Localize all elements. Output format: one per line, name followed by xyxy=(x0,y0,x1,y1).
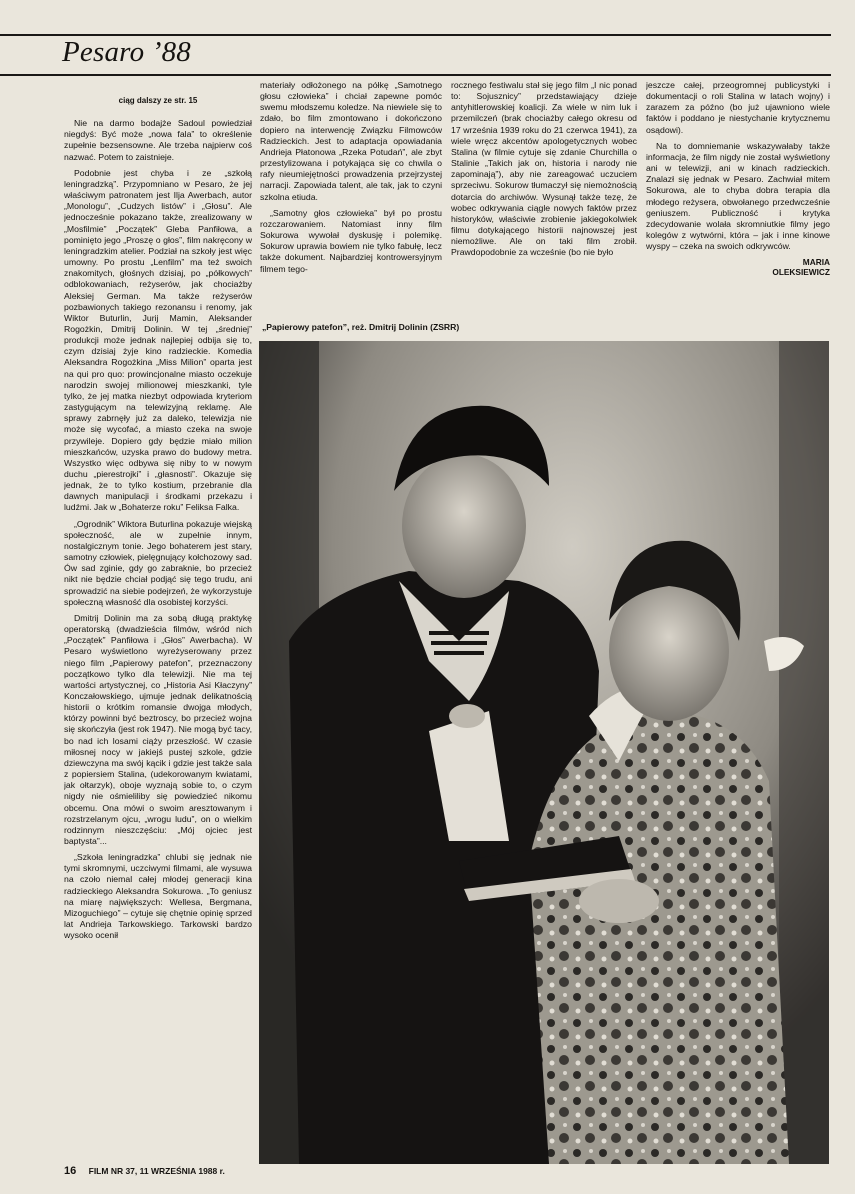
article-column-2 xyxy=(260,80,442,312)
paragraph: jeszcze całej, przeogromnej publicystyki i dokumentacji o roli Stalina w latach wojny) i zarazem za późno (bo już ujawniono wiele faktów i poddano je niestychanie krytycznemu osądowi). xyxy=(646,80,830,135)
paragraph: Nie na darmo bodajże Sadoul powiedział niegdyś: Być może „nowa fala” to określenie zupełnie bezsensowne. Ale trzeba najpierw coś nazwać. Potem to zaistnieje. xyxy=(64,118,252,162)
paragraph: „Ogrodnik” Wiktora Buturlina pokazuje wiejską społeczność, ale w zupełnie innym, nostalgicznym tonie. Jego bohaterem jest stary, samotny człowiek, pielęgnujący kołchozowy sad. Ów sad zginie, gdy go zabraknie, bo przecież nikt nie będzie chciał podjąć się tego trudu, ani sprowadzić na siebie podejrzeń, że wykorzystuje społeczną własność dla osobistej korzyści. xyxy=(64,518,252,607)
paragraph: Na to domniemanie wskazywałaby także informacja, że film nigdy nie został wyświetlony ani w telewizji, ani w kinach radzieckich. Znalazł się jednak w Pesaro. Zachwiał mitem Sokurowa, ale to chyba dobra terapia dla młodego reżysera, obwołanego przedwcześnie geniuszem. Publiczność i krytyka zdecydowanie wolała skromniutkie filmy jego kolegów z wytwórni, która – jak i inne kinowe wyspy – czeka na swoich odkrywców. xyxy=(646,140,830,252)
paragraph: „Szkoła leningradzka” chlubi się jednak nie tymi skromnymi, uczciwymi filmami, ale wysuwa na czoło niemal całej młodej generacji kina radzieckiego Aleksandra Sokurowa. „To geniusz na miarę największych: Wellesa, Bergmana, Mizoguchiego” – cytuje się chętnie opinię sprzed lat Andrieja Tarkowskiego. Tarkowski bardzo wysoko ocenił xyxy=(64,852,252,941)
author-signature xyxy=(646,257,830,277)
photo-caption: „Papierowy patefon”, reż. Dmitrij Dolinin (ZSRR) xyxy=(262,322,460,332)
article-column-3 xyxy=(451,80,637,312)
article-column-1 xyxy=(64,95,252,1155)
author-last-name: OLEKSIEWICZ xyxy=(772,267,830,278)
article-column-4 xyxy=(646,80,830,318)
continuation-kicker: ciąg dalszy ze str. 15 xyxy=(118,96,198,105)
paragraph: materiały odłożonego na półkę „Samotnego głosu człowieka” i chciał zapewne pomóc swemu młodszemu koledze. Na niewiele się to zdało, bo film zmontowano i dokończono dopiero na interwencję Związku Filmowców Radzieckich. Jest to adaptacja opowiadania Andrieja Płatonowa „Rzeka Potudań”, ale zbyt przestylizowana i potykająca się co chwila o rafy nieumiejętności prowadzenia przejrzystej narracji. Zapowiada talent, ale tak, jak to czyni szkolna etiuda. xyxy=(260,80,442,202)
film-still-photo xyxy=(259,341,829,1164)
page-footer xyxy=(64,1165,225,1177)
paragraph: Dmitrij Dolinin ma za sobą długą praktykę operatorską (dwadzieścia filmów, wśród nich „Początek” Panfiłowa i „Głos” Awerbacha). W Pesaro wyświetlono wyreżyserowany przez niego film „Papierowy patefon”, przeznaczony początkowo tylko dla telewizji. Nie ma tej wartości artystycznej, co „Historia Asi Kłaczyny” Konczałowskiego, ujmuje jednak delikatnością historii o krótkim romansie dwojga młodych, którzy powinni być beztroscy, bo przecież wojna się skończyła (jest rok 1947). Nie mogą być tacy, bo nad ich losami ciąży przeszłość. W czasie miłosnej nocy w jakiejś pustej szkole, gdzie dziewczyna ma swój kącik i gdzie jest także sala z popiersiem Stalina, (udekorowanym kwiatami, jak ołtarzyk), oboje wyznają sobie to, o czym nigdy nie ośmieliliby się powiedzieć nikomu obcemu. Ona mówi o swoim aresztowanym i rozstrzelanym ojcu, „wrogu ludu”, on o wielkim rodzinnym nieszczęściu: „Mój ojciec jest baptysta”... xyxy=(64,612,252,846)
issue-info: FILM NR 37, 11 WRZEŚNIA 1988 r. xyxy=(88,1166,225,1176)
paragraph: rocznego festiwalu stał się jego film „I nic ponad to: Sojusznicy” przedstawiający dzieje antyhitlerowskiej koalicji. Za wiele w nim luk i przemilczeń (brak chociażby całego okresu od 17 września 1939 roku do 21 czerwca 1941), za wiele wręcz akcentów apologetycznych wobec Stalina (w filmie cytuje się zdanie Churchilla o Stalinie „Takich jak on, historia i narody nie zapominają”), aby nie zareagować uczuciem sprzeciwu. Sokurow tłumaczył się niemożnością dotarcia do archiwów. Wysunął także tezę, że wobec odkrywania ciągle nowych faktów przez historyków, właściwie zrobienie jakiegokolwiek filmu dotykającego historii najnowszej jest niemożliwe. Ale on taki film zrobił. Prawdopodobnie za wcześnie (bo nie było xyxy=(451,80,637,258)
author-first-name: MARIA xyxy=(802,257,830,268)
page-title: Pesaro ’88 xyxy=(62,36,191,68)
header-rule-bottom xyxy=(0,74,831,76)
paragraph: Podobnie jest chyba i ze „szkołą leningradzką”. Przypomniano w Pesaro, że jej właściwym patronatem jest Ilja Awerbach, autor „Monologu”, „Cudzych listów” i „Głosu”. Ale jednocześnie pokazano także, zrealizowany w „Mosfilmie” „Początek” Gleba Panfiłowa, a pominięto jego „Proszę o głos”, film nakręcony w leningradzkim atelier. Podział na szkoły jest więc umowny. Po prostu „Lenfilm” ma też swoich znakomitych, głośnych dzisiaj, po „półkowych” odblokowaniach, reżyserów, jak chociażby Aleksiej German. Ma także reżyserów pozbawionych takiego rezonansu i renomy, jak Wiktor Buturlin, Jurij Mamin, Aleksander Rogożkin, Dmitrij Dolinin. W tej „średniej” produkcji może jednak najlepiej odbija się to, czym dzisiaj żyje kino radzieckie. Komedia Aleksandra Rogożkina „Miss Milion” oparta jest na qui pro quo: prowincjonalne miasto oczekuje narodzin swojej milionowej mieszkanki, tyle tylko, że jej matka niezbyt odpowiada kryteriom zastygującym na telewizyjną reklamę. Ale sprawy zabrnęły już za daleko, telewizja nie może się wycofać, a miasto czeka na swoje przywileje. Dopiero gdy będzie miało milion mieszkańców, uzyska prawo do budowy metra. Wszystko więc odbywa się niby to w nowym duchu „pierestrojki” i „głasnosti”. Okazuje się jednak, że to tylko kostium, przebranie dla dawnych manipulacji i środkami przekazu i ludźmi. Jak w „Bohaterze roku” Feliksa Falka. xyxy=(64,167,252,513)
paragraph: „Samotny głos człowieka” był po prostu rozczarowaniem. Natomiast inny film Sokurowa wywołał dyskusję i polemikę. Sokurow uprawia bowiem nie tylko fabułę, lecz także dokument. Najbardziej kontrowersyjnym filmem tego- xyxy=(260,207,442,274)
page-number: 16 xyxy=(64,1165,77,1177)
